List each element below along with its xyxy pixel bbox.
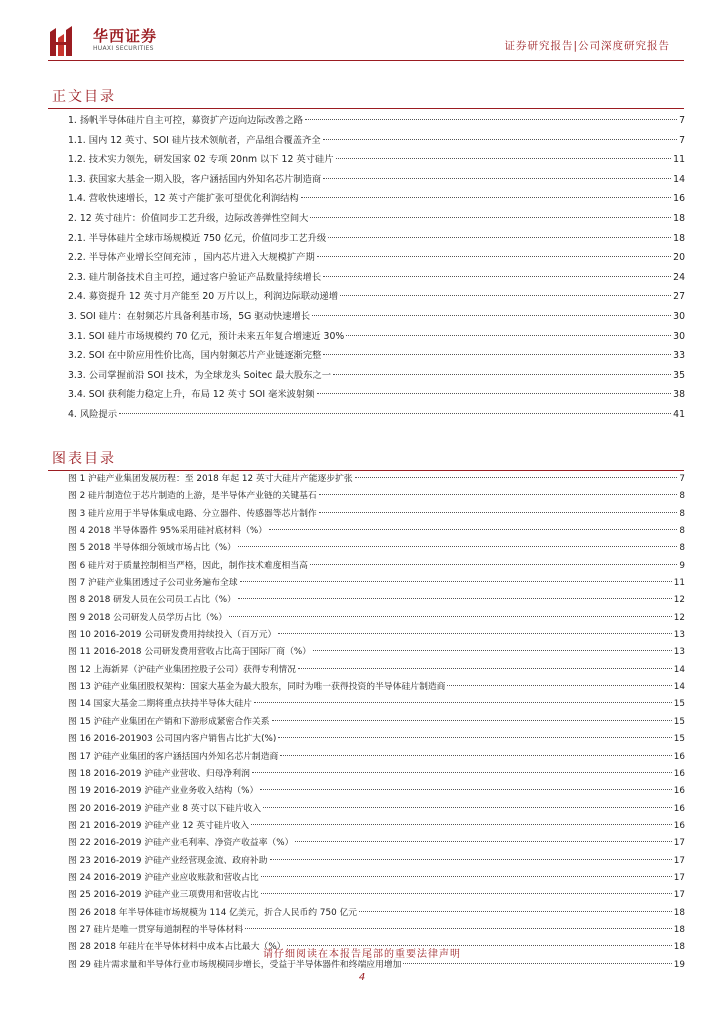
contents-title: 正文目录 — [52, 89, 116, 105]
figure-entry-label: 图 27 硅片是唯一贯穿每道制程的半导体材料 — [68, 924, 244, 935]
figures-title: 图表目录 — [52, 451, 116, 467]
dot-leader — [261, 893, 672, 894]
toc-entry-label: 3. SOI 硅片：在射频芯片具备利基市场，5G 驱动快速增长 — [68, 310, 311, 322]
figure-entry-label: 图 1 沪硅产业集团发展历程：至 2018 年起 12 英寸大硅片产能逐步扩张 — [68, 474, 353, 484]
figure-entry[interactable] — [68, 887, 685, 904]
figure-entry[interactable] — [68, 696, 685, 713]
toc-entry[interactable] — [68, 366, 685, 386]
toc-entry[interactable] — [68, 111, 685, 131]
dot-leader — [278, 633, 672, 634]
toc-entry-page: 41 — [673, 408, 685, 420]
figure-entry[interactable] — [68, 558, 685, 575]
figure-entry[interactable] — [68, 922, 685, 939]
report-type: 证券研究报告|公司深度研究报告 — [504, 40, 670, 52]
dot-leader — [280, 755, 671, 756]
figure-entry[interactable] — [68, 731, 685, 748]
dot-leader — [310, 564, 677, 565]
header-divider — [48, 60, 684, 61]
figure-entry-page: 18 — [673, 924, 685, 935]
toc-entry[interactable] — [68, 150, 685, 170]
figure-entry-page: 15 — [673, 734, 685, 745]
brand-name: 华西证券 — [93, 27, 158, 45]
figure-entry-label: 图 8 2018 研发人员在公司员工占比（%） — [68, 595, 236, 606]
dot-leader — [447, 685, 671, 686]
toc-entry-label: 1.4. 营收快速增长，12 英寸产能扩张可望优化利润结构 — [68, 193, 299, 205]
figure-entry[interactable] — [68, 523, 685, 540]
figure-entry-page: 16 — [673, 820, 685, 831]
dot-leader — [260, 789, 672, 790]
figure-entry[interactable] — [68, 471, 685, 488]
figure-entry-page: 16 — [673, 786, 685, 797]
brand-name-en: HUAXI SECURITIES — [93, 45, 154, 52]
figure-entry-label: 图 15 沪硅产业集团在产销和下游形成紧密合作关系 — [68, 716, 270, 727]
toc-entry-label: 3.2. SOI 在中阶应用性价比高，国内射频芯片产业链逐渐完整 — [68, 350, 322, 362]
figure-entry-page: 8 — [679, 508, 685, 519]
toc-entry[interactable] — [68, 189, 685, 209]
figure-entry[interactable] — [68, 801, 685, 818]
toc-entry[interactable] — [68, 229, 685, 249]
figure-entry-label: 图 23 2016-2019 沪硅产业经营现金流、政府补助 — [68, 855, 268, 866]
toc-entry-page: 30 — [673, 330, 685, 342]
toc-entry[interactable] — [68, 170, 685, 190]
toc-entry-page: 33 — [673, 350, 685, 362]
dot-leader — [323, 139, 677, 140]
toc-entry-label: 2.3. 硅片制备技术自主可控，通过客户验证产品数量持续增长 — [68, 271, 322, 283]
toc-entry-page: 7 — [679, 115, 685, 126]
figure-entry-page: 13 — [673, 647, 685, 658]
figure-entry[interactable] — [68, 679, 685, 696]
figure-entry[interactable] — [68, 749, 685, 766]
dot-leader — [317, 393, 672, 394]
dot-leader — [254, 702, 672, 703]
dot-leader — [240, 581, 672, 582]
dot-leader — [229, 616, 672, 617]
figure-entry-label: 图 14 国家大基金二期将重点扶持半导体大硅片 — [68, 699, 252, 710]
figure-entry[interactable] — [68, 488, 685, 505]
figure-entry-page: 18 — [673, 942, 685, 953]
dot-leader — [323, 354, 671, 355]
figure-entry-page: 11 — [673, 578, 685, 589]
figure-entry-label: 图 7 沪硅产业集团透过子公司业务遍布全球 — [68, 578, 238, 589]
toc-entry-label: 1.3. 获国家大基金一期入股，客户涵括国内外知名芯片制造商 — [68, 173, 322, 185]
dot-leader — [310, 217, 671, 218]
dot-leader — [252, 772, 672, 773]
figure-entry[interactable] — [68, 627, 685, 644]
figure-entry-label: 图 6 硅片对于质量控制相当严格，因此，制作技术难度相当高 — [68, 560, 308, 571]
figure-entry-page: 17 — [673, 872, 685, 883]
figure-entry-page: 14 — [673, 682, 685, 693]
figure-entry-page: 17 — [673, 855, 685, 866]
figure-entry[interactable] — [68, 662, 685, 679]
dot-leader — [278, 737, 671, 738]
dot-leader — [295, 841, 671, 842]
toc-entry[interactable] — [68, 131, 685, 151]
figure-entry-label: 图 28 2018 年硅片在半导体材料中成本占比最大（%） — [68, 942, 286, 953]
figure-entry[interactable] — [68, 592, 685, 609]
toc-entry-label: 2.2. 半导体产业增长空间充沛 ，国内芯片进入大规模扩产期 — [68, 252, 315, 264]
figure-entry[interactable] — [68, 818, 685, 835]
figure-entry-page: 12 — [673, 612, 685, 623]
toc-entry-label: 2.4. 募资提升 12 英寸月产能至 20 万片以上，利润边际联动递增 — [68, 291, 339, 303]
figure-entry-page: 18 — [673, 907, 685, 918]
dot-leader — [323, 178, 671, 179]
dot-leader — [323, 276, 671, 277]
figure-entry[interactable] — [68, 766, 685, 783]
page-header — [0, 0, 724, 70]
dot-leader — [238, 546, 678, 547]
figure-entry-page: 15 — [673, 699, 685, 710]
toc-entry-page: 20 — [673, 252, 685, 264]
toc-entry-page: 38 — [673, 389, 685, 401]
figure-entry-label: 图 17 沪硅产业集团的客户涵括国内外知名芯片制造商 — [68, 751, 279, 762]
toc-entry-page: 27 — [673, 291, 685, 303]
toc-entry[interactable] — [68, 327, 685, 347]
figure-entry-label: 图 2 硅片制造位于芯片制造的上游，是半导体产业链的关键基石 — [68, 491, 317, 502]
toc-entry-label: 3.3. 公司掌握前沿 SOI 技术，为全球龙头 Soitec 最大股东之一 — [68, 369, 332, 381]
toc-entry-label: 3.1. SOI 硅片市场规模约 70 亿元，预计未来五年复合增速近 30% — [68, 330, 345, 342]
figure-entry-page: 8 — [679, 543, 685, 554]
figure-entry-page: 9 — [679, 560, 685, 571]
figure-entry-label: 图 18 2016-2019 沪硅产业营收、归母净利润 — [68, 768, 250, 779]
figure-entry-label: 图 21 2016-2019 沪硅产业 12 英寸硅片收入 — [68, 820, 250, 831]
dot-leader — [261, 876, 672, 877]
figure-entry-label: 图 22 2016-2019 沪硅产业毛利率、净资产收益率（%） — [68, 838, 294, 849]
figure-entry[interactable] — [68, 540, 685, 557]
figures-list — [68, 471, 685, 974]
figure-entry-label: 图 12 上海新昇（沪硅产业集团控股子公司）获得专利情况 — [68, 664, 296, 675]
figure-entry-page: 16 — [673, 803, 685, 814]
figure-entry[interactable] — [68, 506, 685, 523]
toc-entry-label: 1.2. 技术实力领先，研发国家 02 专项 20nm 以下 12 英寸硅片 — [68, 154, 334, 166]
figure-entry-page: 13 — [673, 630, 685, 641]
toc-entry-page: 18 — [673, 232, 685, 244]
dot-leader — [305, 119, 677, 120]
toc-entry-page: 24 — [673, 271, 685, 283]
figure-entry-page: 19 — [673, 959, 685, 970]
legal-disclaimer-note: 请仔细阅读在本报告尾部的重要法律声明 — [263, 949, 461, 960]
figure-entry[interactable] — [68, 835, 685, 852]
dot-leader — [346, 335, 671, 336]
figure-entry-label: 图 25 2016-2019 沪硅产业三项费用和营收占比 — [68, 890, 259, 901]
figure-entry-page: 16 — [673, 768, 685, 779]
figure-entry-page: 14 — [673, 664, 685, 675]
toc-entry-page: 18 — [673, 212, 685, 224]
figure-entry-page: 17 — [673, 838, 685, 849]
toc-entry-page: 35 — [673, 369, 685, 381]
dot-leader — [263, 807, 672, 808]
dot-leader — [272, 720, 672, 721]
huaxi-logo-icon — [46, 26, 86, 58]
figure-entry[interactable] — [68, 783, 685, 800]
toc-entry[interactable] — [68, 287, 685, 307]
toc-entry-page: 30 — [673, 310, 685, 322]
toc-entry-label: 1. 扬帆半导体硅片自主可控，募资扩产迈向边际改善之路 — [68, 115, 303, 126]
figure-entry[interactable] — [68, 610, 685, 627]
figure-entry[interactable] — [68, 853, 685, 870]
figure-entry-label: 图 9 2018 公司研发人员学历占比（%） — [68, 612, 228, 623]
figure-entry-page: 17 — [673, 890, 685, 901]
dot-leader — [359, 911, 672, 912]
dot-leader — [245, 928, 672, 929]
toc-entry[interactable] — [68, 385, 685, 405]
dot-leader — [355, 477, 678, 478]
toc-entry-page: 16 — [673, 193, 685, 205]
figure-entry-page: 8 — [679, 491, 685, 502]
figure-entry-label: 图 16 2016-201903 公司国内客户销售占比扩大(%) — [68, 734, 277, 745]
toc-entry-page: 14 — [673, 173, 685, 185]
dot-leader — [313, 650, 672, 651]
dot-leader — [328, 237, 671, 238]
dot-leader — [336, 158, 672, 159]
figure-entry-label: 图 26 2018 年半导体硅市场规模为 114 亿美元，折合人民币约 750 亿元 — [68, 907, 358, 918]
toc-entry[interactable] — [68, 346, 685, 366]
figure-entry-label: 图 19 2016-2019 沪硅产业业务收入结构（%） — [68, 786, 259, 797]
toc-entry-label: 1.1. 国内 12 英寸、SOI 硅片技术领航者，产品组合覆盖齐全 — [68, 134, 321, 146]
figure-entry[interactable] — [68, 714, 685, 731]
figure-entry-label: 图 5 2018 半导体细分领域市场占比（%） — [68, 543, 236, 554]
toc-entry[interactable] — [68, 268, 685, 288]
figure-entry[interactable] — [68, 575, 685, 592]
toc-entry[interactable] — [68, 248, 685, 268]
dot-leader — [403, 963, 671, 964]
dot-leader — [119, 413, 671, 414]
figure-entry[interactable] — [68, 870, 685, 887]
figure-entry-page: 12 — [673, 595, 685, 606]
toc-entry-label: 2. 12 英寸硅片：价值同步工艺升级，边际改善弹性空间大 — [68, 212, 309, 224]
dot-leader — [312, 315, 671, 316]
toc-entry-label: 2.1. 半导体硅片全球市场规模近 750 亿元，价值同步工艺升级 — [68, 232, 327, 244]
figure-entry[interactable] — [68, 644, 685, 661]
dot-leader — [319, 512, 678, 513]
page-number: 4 — [358, 972, 366, 983]
dot-leader — [301, 197, 671, 198]
figure-entry[interactable] — [68, 905, 685, 922]
dot-leader — [333, 374, 671, 375]
toc-entry[interactable] — [68, 209, 685, 229]
contents-divider — [48, 108, 684, 109]
toc-entry-label: 4. 风险提示 — [68, 408, 118, 420]
toc-entry-page: 7 — [679, 134, 685, 146]
toc-entry[interactable] — [68, 405, 685, 425]
toc-entry-label: 3.4. SOI 获利能力稳定上升，布局 12 英寸 SOI 毫米波射频 — [68, 389, 315, 401]
contents-list — [68, 111, 685, 425]
figure-entry-label: 图 3 硅片应用于半导体集成电路、分立器件、传感器等芯片制作 — [68, 508, 317, 519]
figure-entry-label: 图 29 硅片需求量和半导体行业市场规模同步增长，受益于半导体器件和终端应用增加 — [68, 959, 402, 970]
figure-entry-page: 16 — [673, 751, 685, 762]
figure-entry-label: 图 10 2016-2019 公司研发费用持续投入（百万元） — [68, 630, 277, 641]
figure-entry-label: 图 13 沪硅产业集团股权架构：国家大基金为最大股东，同时为唯一获得投资的半导体硅片制造商 — [68, 682, 446, 693]
toc-entry[interactable] — [68, 307, 685, 327]
figure-entry-page: 15 — [673, 716, 685, 727]
figure-entry-page: 7 — [679, 474, 685, 484]
figure-entry-label: 图 4 2018 半导体器件 95%采用硅衬底材料（%） — [68, 526, 268, 537]
dot-leader — [317, 256, 671, 257]
figure-entry-page: 8 — [679, 526, 685, 537]
dot-leader — [238, 598, 672, 599]
figure-entry-label: 图 24 2016-2019 沪硅产业应收账款和营收占比 — [68, 872, 259, 883]
dot-leader — [298, 668, 672, 669]
toc-entry-page: 11 — [673, 154, 685, 166]
dot-leader — [251, 824, 672, 825]
figure-entry-label: 图 20 2016-2019 沪硅产业 8 英寸以下硅片收入 — [68, 803, 262, 814]
dot-leader — [270, 859, 672, 860]
figure-entry-label: 图 11 2016-2018 公司研发费用营收占比高于国际厂商（%） — [68, 647, 312, 658]
dot-leader — [319, 494, 678, 495]
dot-leader — [340, 295, 671, 296]
dot-leader — [269, 529, 677, 530]
